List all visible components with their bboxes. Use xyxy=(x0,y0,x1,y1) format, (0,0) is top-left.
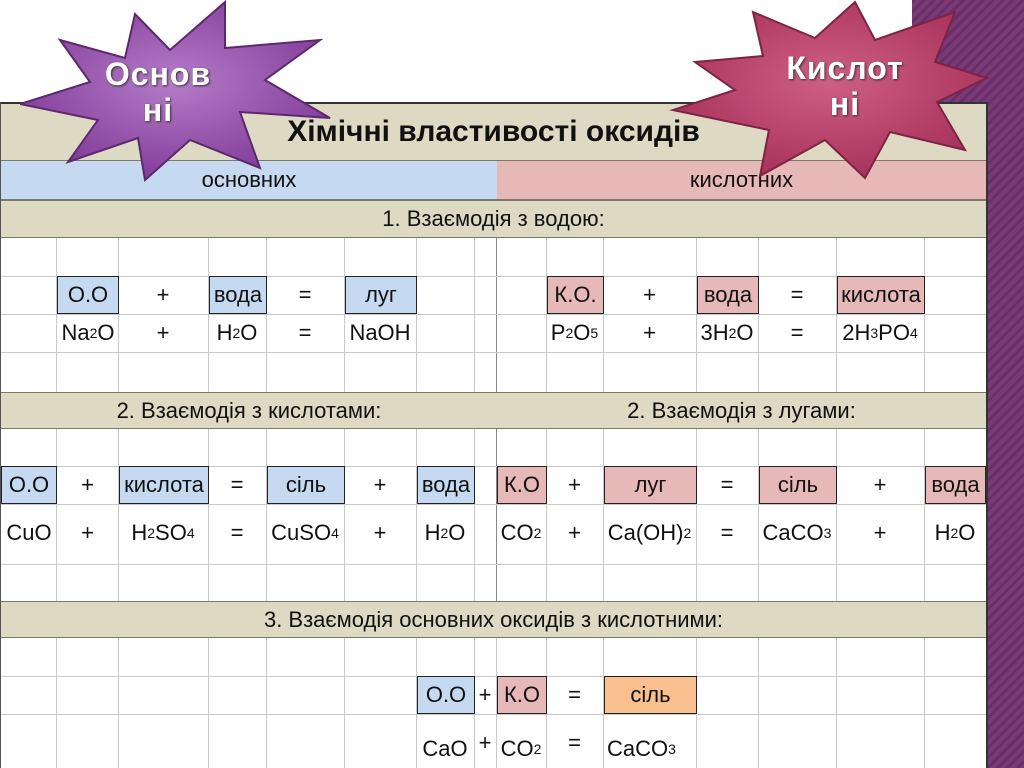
formula-h2so4: H 2 SO 4 xyxy=(131,520,195,545)
star-acidic-label: Кислот ні xyxy=(786,50,904,122)
plus-sign: + xyxy=(568,520,581,545)
formula-h2o: H 2 O xyxy=(424,520,466,545)
scheme-acid: кислота xyxy=(837,276,925,314)
equals-sign: = xyxy=(720,472,734,497)
equals-sign: = xyxy=(298,282,312,307)
plus-sign: + xyxy=(373,520,387,545)
plus-sign: + xyxy=(478,730,492,755)
equals-sign: = xyxy=(790,282,804,307)
equals-sign: = xyxy=(230,472,244,497)
scheme-alkali: луг xyxy=(345,276,417,314)
section2-acidic-heading: 2. Взаємодія з лугами: xyxy=(497,392,986,429)
scheme-water: вода xyxy=(925,466,986,504)
scheme-acidic-oxide: К.О xyxy=(497,466,547,504)
formula-na2o: Na 2 O xyxy=(61,320,115,345)
plus-sign: + xyxy=(373,472,387,497)
scheme-acidic-oxide: К.О. xyxy=(547,276,604,314)
plus-sign: + xyxy=(873,520,887,545)
plus-sign: + xyxy=(568,472,581,497)
equals-sign: = xyxy=(568,730,581,755)
scheme-water: вода xyxy=(209,276,267,314)
scheme-alkali: луг xyxy=(604,466,697,504)
scheme-water: вода xyxy=(697,276,759,314)
scheme-basic-oxide: О.О xyxy=(417,676,475,714)
formula-h2o: H 2 O xyxy=(216,320,258,345)
section2-basic-heading: 2. Взаємодія з кислотами: xyxy=(1,392,497,429)
formula-co2: CO 2 xyxy=(500,736,542,761)
equals-sign: = xyxy=(790,320,804,345)
plus-sign: + xyxy=(643,282,656,307)
formula-caoh2: Ca(OH) 2 xyxy=(607,520,692,545)
plus-sign: + xyxy=(81,520,94,545)
formula-h2o: H 2 O xyxy=(934,520,976,545)
formula-cuso4: CuSO 4 xyxy=(271,520,339,545)
scheme-salt: сіль xyxy=(267,466,345,504)
equals-sign: = xyxy=(568,682,581,707)
column-acidic-header: кислотних xyxy=(497,160,986,200)
formula-naoh: NaOH xyxy=(349,320,411,345)
scheme-basic-oxide: О.О xyxy=(1,466,57,504)
formula-caco3: CaCO 3 xyxy=(607,736,676,761)
formula-cuo: CuO xyxy=(6,520,52,545)
star-basic-label: Основ ні xyxy=(104,56,212,128)
scheme-acid: кислота xyxy=(119,466,209,504)
equals-sign: = xyxy=(298,320,312,345)
scheme-basic-oxide: О.О xyxy=(57,276,119,314)
plus-sign: + xyxy=(156,282,170,307)
section1-heading: 1. Взаємодія з водою: xyxy=(1,200,986,238)
formula-p2o5: P 2 O 5 xyxy=(550,320,599,345)
equals-sign: = xyxy=(230,520,244,545)
plus-sign: + xyxy=(478,682,492,707)
formula-2h3po4: 2H 3 PO 4 xyxy=(842,320,918,345)
scheme-salt: сіль xyxy=(759,466,837,504)
equals-sign: = xyxy=(720,520,734,545)
plus-sign: + xyxy=(643,320,656,345)
scheme-water: вода xyxy=(417,466,475,504)
formula-co2: CO 2 xyxy=(500,520,542,545)
formula-caco3: CaCO 3 xyxy=(762,520,832,545)
plus-sign: + xyxy=(156,320,170,345)
scheme-salt: сіль xyxy=(604,676,697,714)
section3-heading: 3. Взаємодія основних оксидів з кислотними: xyxy=(1,601,986,638)
plus-sign: + xyxy=(81,472,94,497)
scheme-acidic-oxide: К.О xyxy=(497,676,547,714)
formula-3h2o: 3H 2 O xyxy=(700,320,754,345)
column-basic-header: основних xyxy=(1,160,497,200)
formula-cao: CaO xyxy=(422,736,468,761)
page-title: Хімічні властивості оксидів xyxy=(1,104,986,160)
plus-sign: + xyxy=(873,472,887,497)
oxides-table xyxy=(0,102,988,768)
